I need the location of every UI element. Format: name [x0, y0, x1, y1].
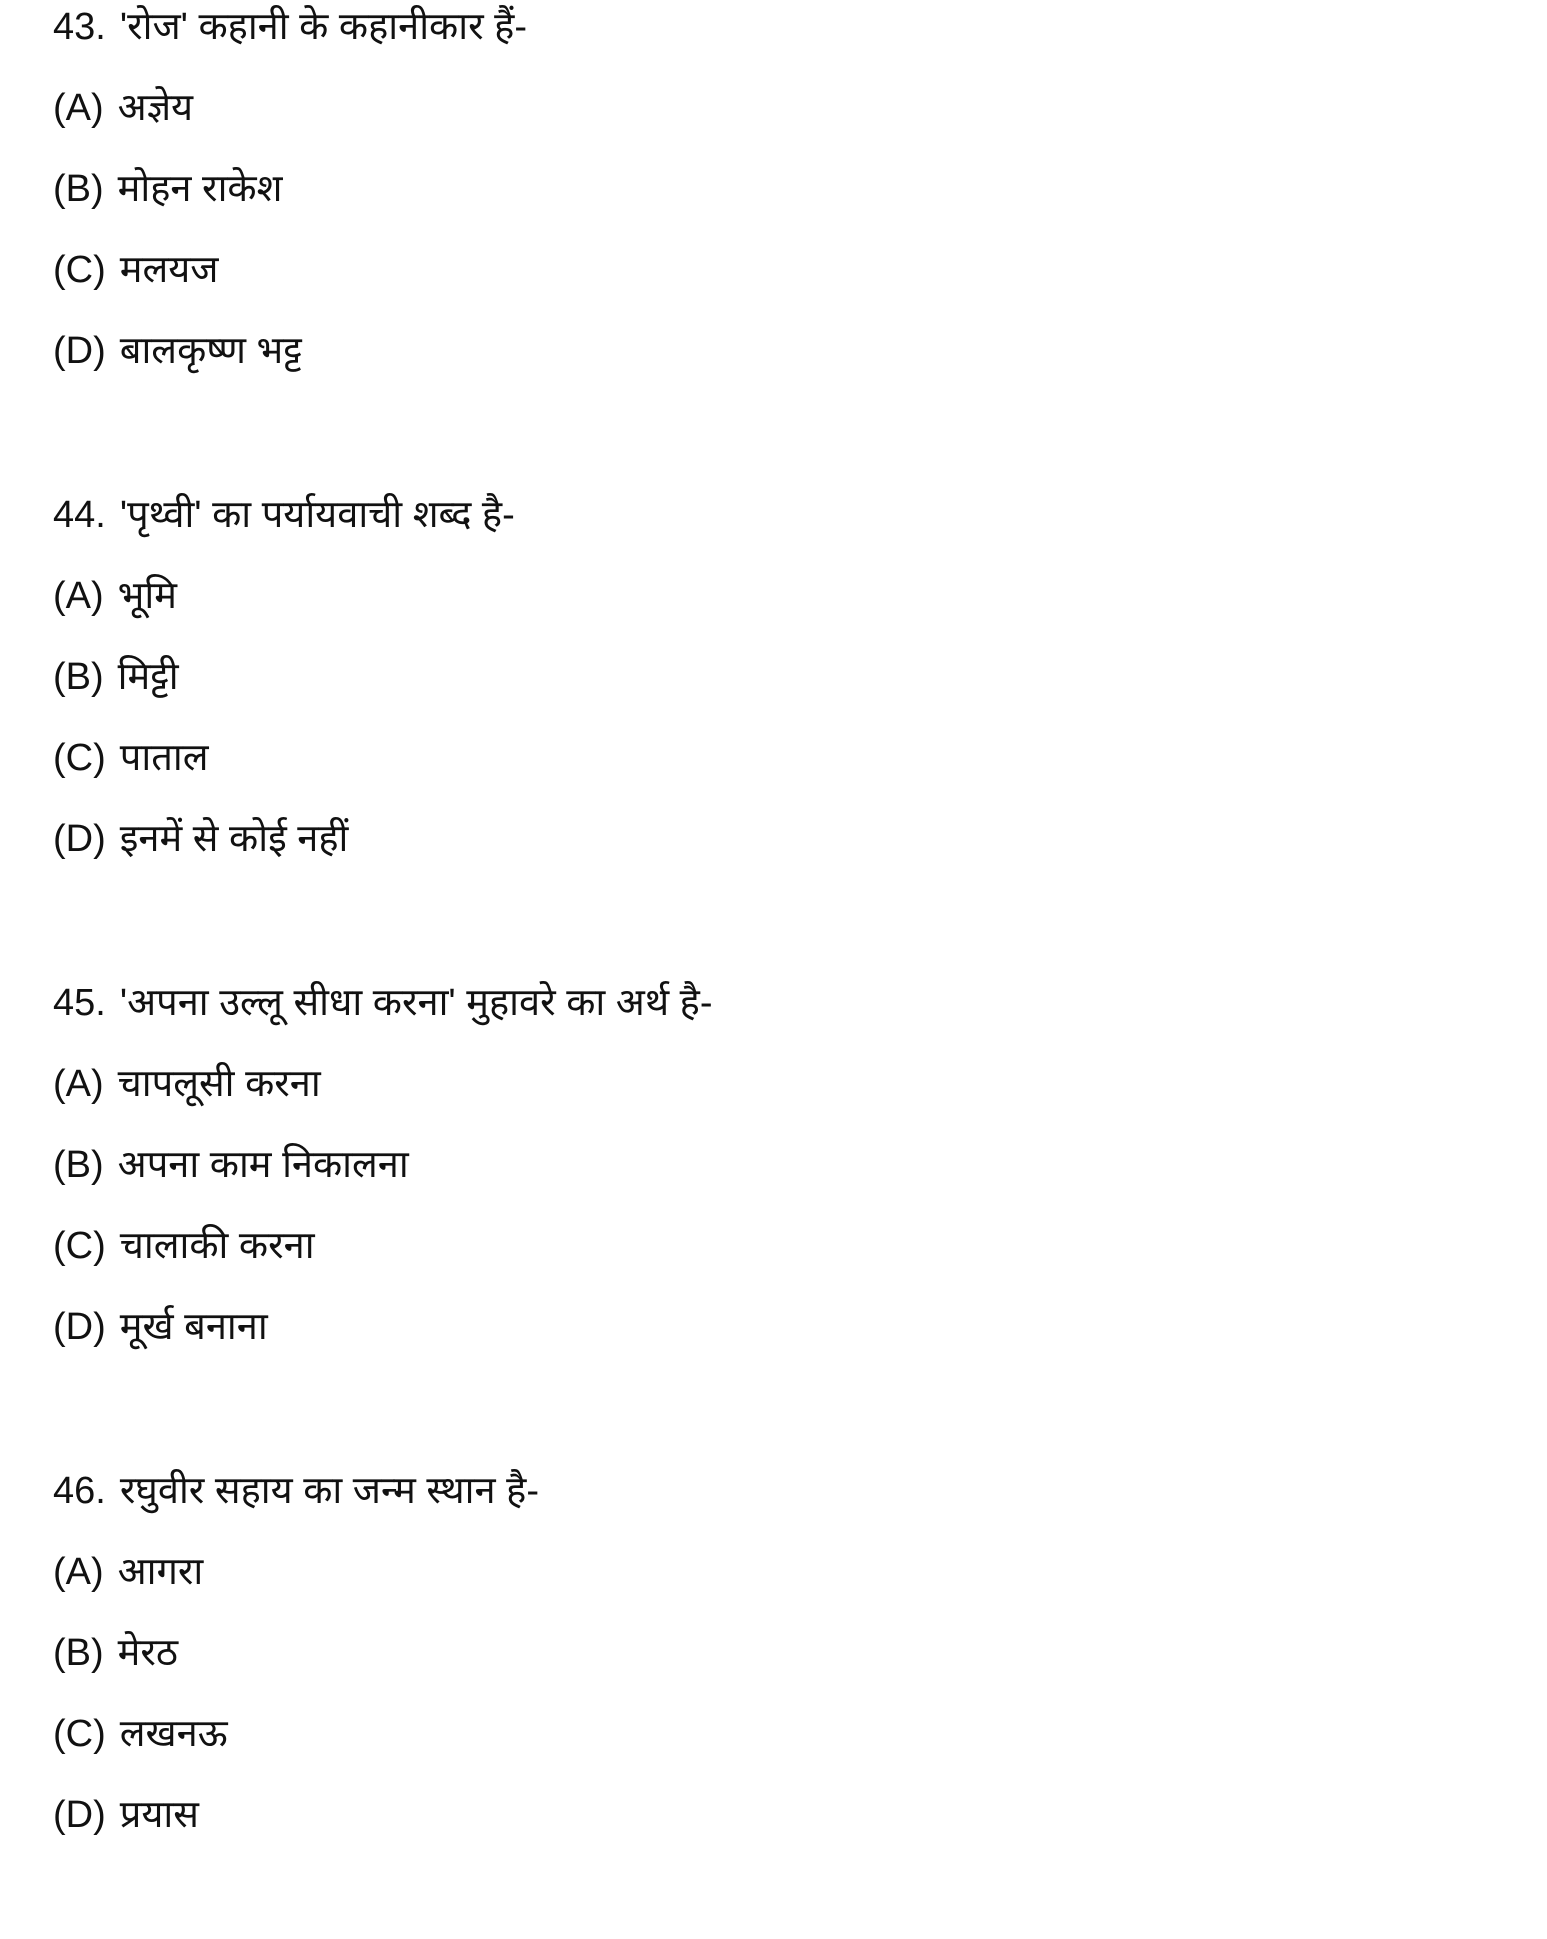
question-text: 'पृथ्वी' का पर्यायवाची शब्द है-: [119, 494, 515, 536]
question-block: [53, 963, 713, 1451]
option-label: (A): [53, 575, 104, 617]
question-stem: [53, 0, 713, 68]
option-c: [53, 1206, 713, 1287]
question-number: 44.: [53, 494, 106, 536]
option-c: [53, 718, 713, 799]
option-label: (B): [53, 1144, 104, 1186]
question-text: रघुवीर सहाय का जन्म स्थान है-: [119, 1470, 539, 1512]
option-b: [53, 149, 713, 230]
question-number: 43.: [53, 6, 106, 48]
option-text: अपना काम निकालना: [117, 1144, 409, 1186]
option-label: (D): [53, 1794, 106, 1836]
question-number: 46.: [53, 1470, 106, 1512]
option-a: [53, 556, 713, 637]
question-block: [53, 475, 713, 963]
option-text: मेरठ: [117, 1632, 179, 1674]
option-text: मूर्ख बनाना: [119, 1306, 268, 1348]
question-stem: [53, 475, 713, 556]
option-b: [53, 637, 713, 718]
option-c: [53, 1694, 713, 1775]
option-text: बालकृष्ण भट्ट: [119, 330, 302, 372]
option-d: [53, 799, 713, 880]
option-text: मलयज: [119, 249, 219, 291]
option-label: (D): [53, 330, 106, 372]
option-text: आगरा: [117, 1551, 204, 1593]
question-number: 45.: [53, 982, 106, 1024]
question-stem: [53, 1451, 713, 1532]
option-b: [53, 1613, 713, 1694]
option-d: [53, 311, 713, 392]
option-label: (A): [53, 87, 104, 129]
option-label: (A): [53, 1063, 104, 1105]
option-label: (C): [53, 249, 106, 291]
option-label: (D): [53, 1306, 106, 1348]
option-a: [53, 1044, 713, 1125]
question-stem: [53, 963, 713, 1044]
option-text: लखनऊ: [119, 1713, 228, 1755]
option-label: (D): [53, 818, 106, 860]
question-list: [53, 0, 713, 1939]
option-b: [53, 1125, 713, 1206]
option-text: पाताल: [119, 737, 209, 779]
option-text: चालाकी करना: [119, 1225, 315, 1267]
option-label: (A): [53, 1551, 104, 1593]
option-c: [53, 230, 713, 311]
option-label: (C): [53, 1713, 106, 1755]
option-text: भूमि: [117, 575, 177, 617]
option-a: [53, 68, 713, 149]
option-text: अज्ञेय: [117, 87, 194, 129]
option-label: (B): [53, 1632, 104, 1674]
option-a: [53, 1532, 713, 1613]
option-text: इनमें से कोई नहीं: [119, 818, 349, 860]
question-text: 'रोज' कहानी के कहानीकार हैं-: [119, 6, 528, 48]
option-label: (C): [53, 737, 106, 779]
option-label: (C): [53, 1225, 106, 1267]
option-d: [53, 1775, 713, 1856]
option-text: मिट्टी: [117, 656, 179, 698]
question-block: [53, 0, 713, 475]
option-label: (B): [53, 168, 104, 210]
option-text: प्रयास: [119, 1794, 199, 1836]
option-text: मोहन राकेश: [117, 168, 283, 210]
option-text: चापलूसी करना: [117, 1063, 321, 1105]
option-d: [53, 1287, 713, 1368]
option-label: (B): [53, 656, 104, 698]
question-text: 'अपना उल्लू सीधा करना' मुहावरे का अर्थ है-: [119, 982, 713, 1024]
question-block: [53, 1451, 713, 1939]
